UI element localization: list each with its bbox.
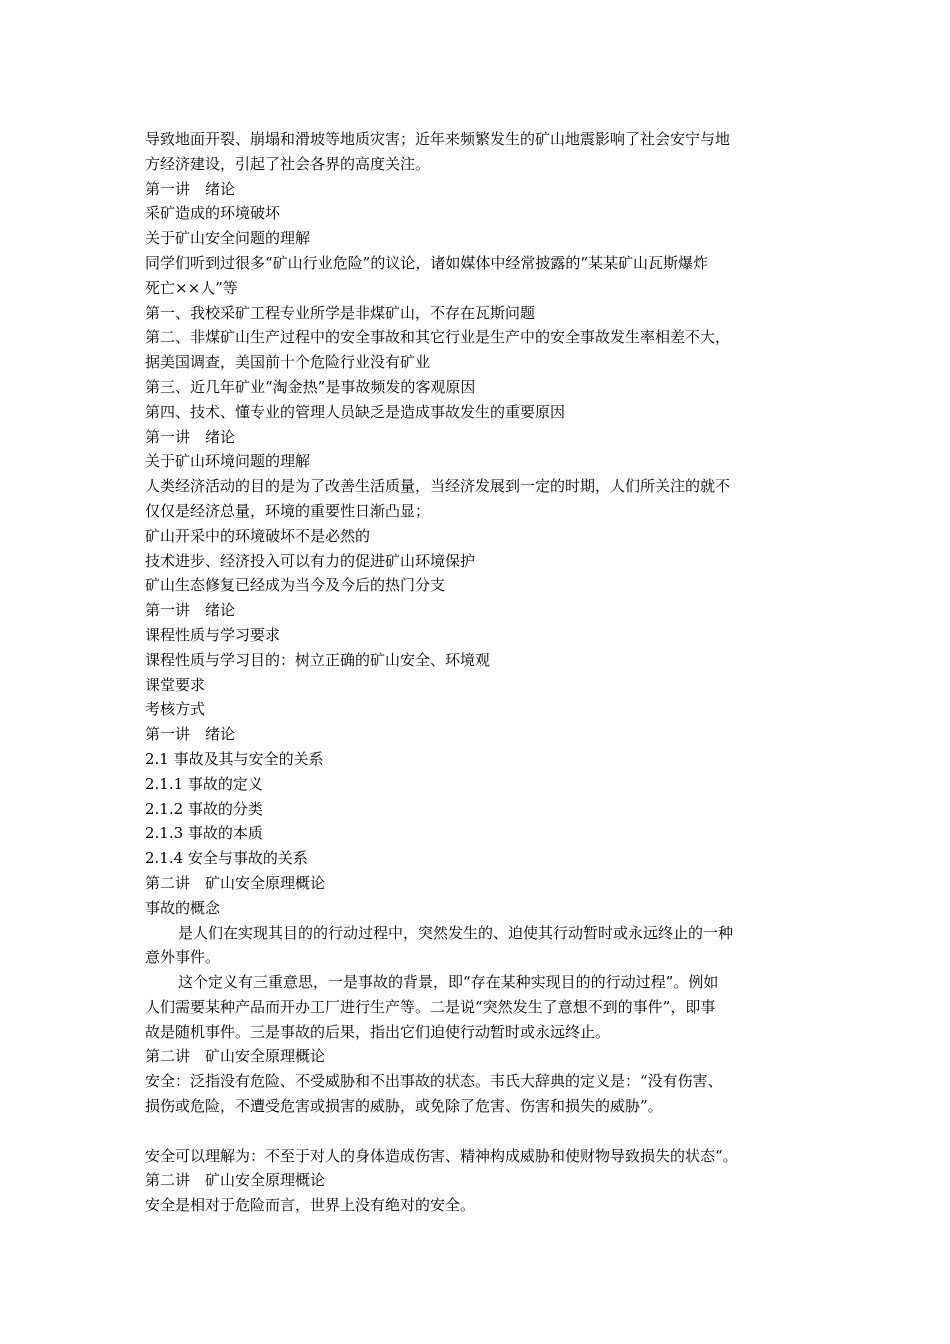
text-line: 安全可以理解为：不至于对人的身体造成伤害、精神构成威胁和使财物导致损失的状态“。 <box>145 1146 738 1165</box>
text-line: 损伤或危险，不遭受危害或损害的威胁，或免除了危害、伤害和损失的威胁”。 <box>145 1097 663 1116</box>
text-line: 死亡××人”等 <box>145 278 238 297</box>
blank-line <box>145 1119 810 1144</box>
text-line: 矿山生态修复已经成为当今及今后的热门分支 <box>145 576 446 595</box>
text-line: 第四、技术、懂专业的管理人员缺乏是造成事故发生的重要原因 <box>145 402 566 421</box>
section-heading: 第二讲 矿山安全原理概论 <box>145 873 326 892</box>
text-line: 第二、非煤矿山生产过程中的安全事故和其它行业是生产中的安全事故发生率相差不大， <box>145 328 731 347</box>
text-line: 人类经济活动的目的是为了改善生活质量，当经济发展到一定的时期，人们所关注的就不 <box>145 477 731 496</box>
text-line: 课程性质与学习要求 <box>145 625 281 644</box>
text-line: 关于矿山安全问题的理解 <box>145 229 311 248</box>
text-line: 考核方式 <box>145 700 206 719</box>
section-heading: 第一讲 绪论 <box>145 427 236 446</box>
text-line: 导致地面开裂、崩塌和滑坡等地质灾害；近年来频繁发生的矿山地震影响了社会安宁与地 <box>145 130 731 148</box>
section-heading: 第二讲 矿山安全原理概论 <box>145 1171 326 1190</box>
text-line: 安全：泛指没有危险、不受威胁和不出事故的状态。韦氏大辞典的定义是：“没有伤害、 <box>145 1072 723 1091</box>
text-line: 技术进步、经济投入可以有力的促进矿山环境保护 <box>145 551 476 570</box>
section-heading: 第一讲 绪论 <box>145 179 236 198</box>
text-line: 2.1 事故及其与安全的关系 <box>145 749 324 768</box>
text-line: 2.1.1 事故的定义 <box>145 774 263 793</box>
text-line: 课程性质与学习目的：树立正确的矿山安全、环境观 <box>145 650 491 669</box>
text-line: 2.1.4 安全与事故的关系 <box>145 849 308 868</box>
text-line: 事故的概念 <box>145 898 221 917</box>
text-line: 2.1.2 事故的分类 <box>145 799 263 818</box>
text-line: 是人们在实现其目的的行动过程中，突然发生的、迫使其行动暂时或永远终止的一种 <box>178 923 734 942</box>
text-line: 这个定义有三重意思，一是事故的背景，即“存在某种实现目的的行动过程”。例如 <box>178 973 719 992</box>
text-line: 矿山开采中的环境破坏不是必然的 <box>145 526 371 545</box>
text-line: 第一、我校采矿工程专业所学是非煤矿山，不存在瓦斯问题 <box>145 303 536 322</box>
text-line: 课堂要求 <box>145 675 206 694</box>
text-line: 采矿造成的环境破坏 <box>145 204 281 223</box>
text-line: 故是随机事件。三是事故的后果，指出它们迫使行动暂时或永远终止。 <box>145 1022 611 1041</box>
text-line: 2.1.3 事故的本质 <box>145 824 263 843</box>
section-heading: 第一讲 绪论 <box>145 601 236 620</box>
text-line: 第三、近几年矿业“淘金热”是事故频发的客观原因 <box>145 377 476 396</box>
text-line: 同学们听到过很多“矿山行业危险”的议论，诸如媒体中经常披露的“某某矿山瓦斯爆炸 <box>145 253 709 272</box>
text-line: 关于矿山环境问题的理解 <box>145 452 311 471</box>
text-line: 仅仅是经济总量，环境的重要性日渐凸显； <box>145 501 431 520</box>
section-heading: 第二讲 矿山安全原理概论 <box>145 1047 326 1066</box>
text-line: 方经济建设，引起了社会各界的高度关注。 <box>145 154 431 173</box>
section-heading: 第一讲 绪论 <box>145 725 236 744</box>
text-line: 意外事件。 <box>145 948 221 967</box>
text-line: 人们需要某种产品而开办工厂进行生产等。二是说“突然发生了意想不到的事件”，即事 <box>145 997 716 1016</box>
document-body <box>145 127 810 1218</box>
text-line: 据美国调查，美国前十个危险行业没有矿业 <box>145 353 431 372</box>
text-line: 安全是相对于危险而言，世界上没有绝对的安全。 <box>145 1196 476 1215</box>
